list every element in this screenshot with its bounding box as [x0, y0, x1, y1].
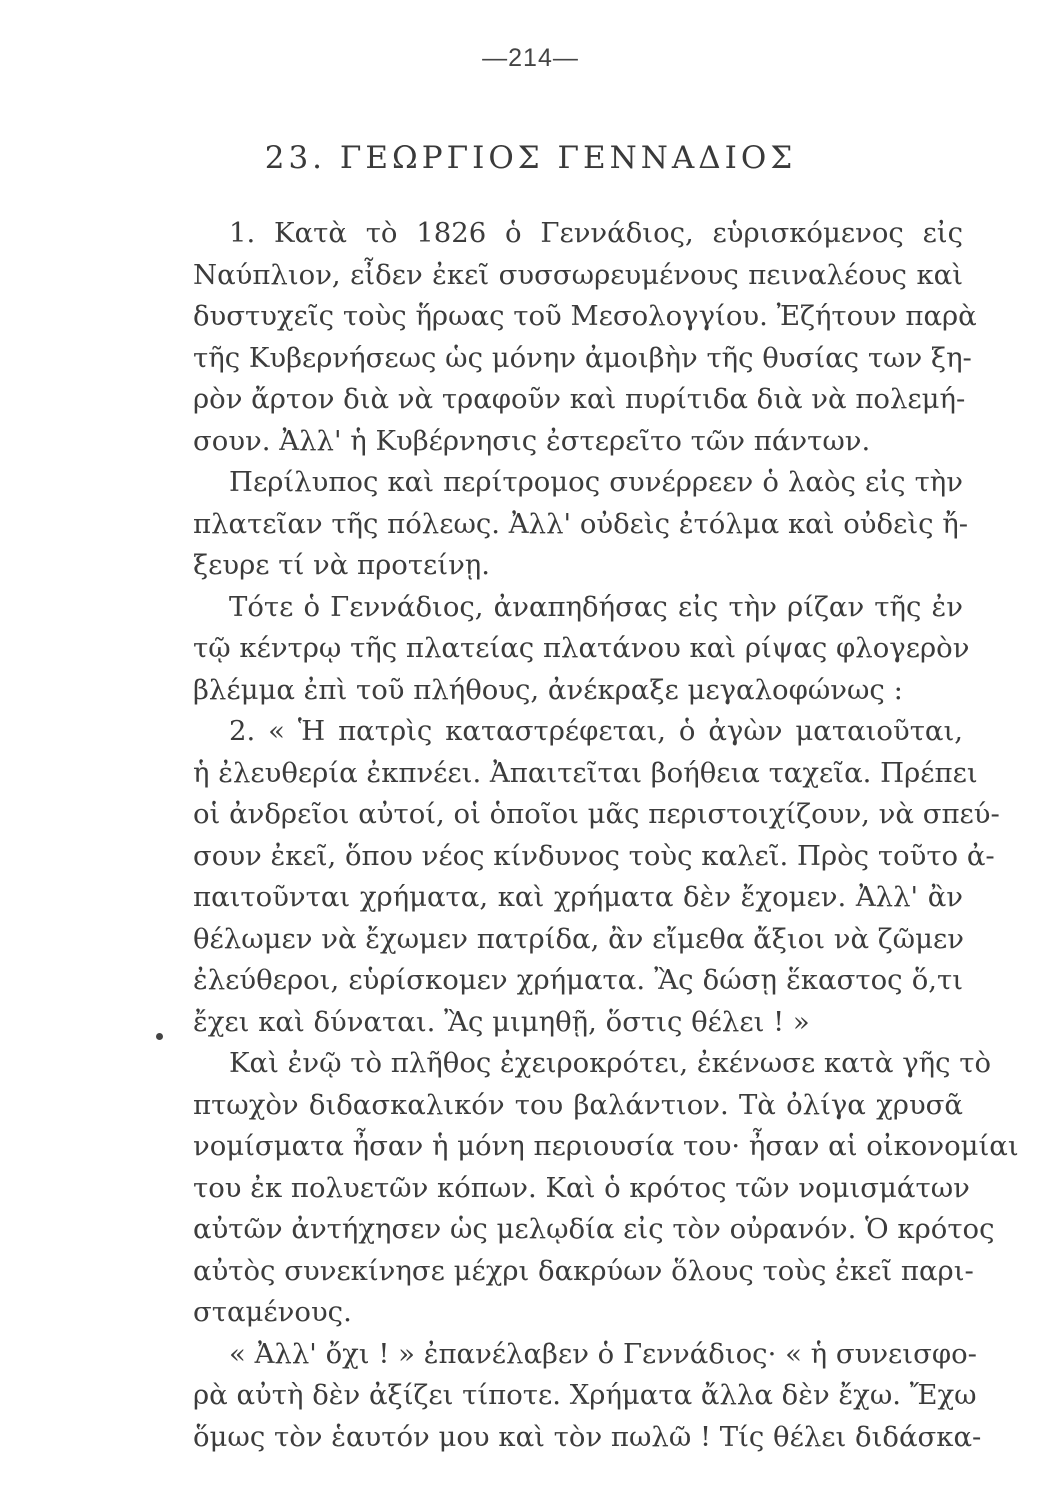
text-line: ἡ ἐλευθερία ἐκπνέει. Ἀπαιτεῖται βοήθεια ταχεῖα. Πρέπει — [193, 756, 978, 789]
text-line: « Ἀλλ' ὄχι ! » ἐπανέλαβεν ὁ Γεννάδιος· « ἡ συνεισφο- — [229, 1337, 977, 1370]
page-number: —214— — [482, 44, 579, 72]
text-line: πτωχὸν διδασκαλικόν του βαλάντιον. Τὰ ὀλίγα χρυσᾶ — [193, 1088, 963, 1121]
text-line: 1. Κατὰ τὸ 1826 ὁ Γεννάδιος, εὑρισκόμενος εἰς — [229, 217, 963, 249]
margin-dot-mark — [156, 1033, 163, 1040]
text-line: τῷ κέντρῳ τῆς πλατείας πλατάνου καὶ ρίψας φλογερὸν — [193, 632, 970, 664]
text-line: οἱ ἀνδρεῖοι αὐτοί, οἱ ὁποῖοι μᾶς περιστοιχίζουν, νὰ σπεύ- — [193, 798, 1000, 830]
text-line: δυστυχεῖς τοὺς ἥρωας τοῦ Μεσολογγίου. Ἐζήτουν παρὰ — [193, 300, 977, 332]
text-line: σουν. Ἀλλ' ἡ Κυβέρνησις ἐστερεῖτο τῶν πάντων. — [193, 424, 871, 457]
text-line: Τότε ὁ Γεννάδιος, ἀναπηδήσας εἰς τὴν ρίζαν τῆς ἐν — [229, 590, 963, 623]
text-line: αὐτῶν ἀντήχησεν ὡς μελῳδία εἰς τὸν οὐρανόν. Ὁ κρότος — [193, 1213, 995, 1245]
text-line: ξευρε τί νὰ προτείνῃ. — [193, 549, 491, 581]
text-line: σουν ἐκεῖ, ὅπου νέος κίνδυνος τοὺς καλεῖ. Πρὸς τοῦτο ἀ- — [193, 839, 995, 872]
text-line: ἔχει καὶ δύναται. Ἂς μιμηθῇ, ὅστις θέλει ! » — [193, 1005, 810, 1038]
text-line: βλέμμα ἐπὶ τοῦ πλήθους, ἀνέκραξε μεγαλοφώνως : — [193, 673, 903, 706]
text-line: Περίλυπος καὶ περίτρομος συνέρρεεν ὁ λαὸς εἰς τὴν — [229, 466, 963, 498]
text-line: 2. « Ἡ πατρὶς καταστρέφεται, ὁ ἀγὼν ματαιοῦται, — [229, 715, 963, 747]
text-line: ἐλεύθεροι, εὑρίσκομεν χρήματα. Ἂς δώσῃ ἕκαστος ὅ,τι — [193, 964, 963, 996]
chapter-title: 23. ΓΕΩΡΓΙΟΣ ΓΕΝΝΑΔΙΟΣ — [264, 140, 797, 176]
text-line: σταμένους. — [193, 1296, 352, 1328]
text-line: Ναύπλιον, εἶδεν ἐκεῖ συσσωρευμένους πειναλέους καὶ — [193, 258, 963, 291]
text-line: τῆς Κυβερνήσεως ὡς μόνην ἀμοιβὴν τῆς θυσίας των ξη- — [193, 341, 972, 374]
text-line: ρὰ αὐτὴ δὲν ἀξίζει τίποτε. Χρήματα ἄλλα δὲν ἔχω. Ἔχω — [193, 1379, 977, 1411]
text-line: παιτοῦνται χρήματα, καὶ χρήματα δὲν ἔχομεν. Ἀλλ' ἂν — [193, 881, 963, 913]
text-line: ὅμως τὸν ἑαυτόν μου καὶ τὸν πωλῶ ! Τίς θέλει διδάσκα- — [193, 1420, 982, 1453]
text-line: θέλωμεν νὰ ἔχωμεν πατρίδα, ἂν εἴμεθα ἄξιοι νὰ ζῶμεν — [193, 922, 964, 955]
text-line: πλατεῖαν τῆς πόλεως. Ἀλλ' οὐδεὶς ἐτόλμα καὶ οὐδεὶς ἤ- — [193, 507, 969, 540]
text-line: αὐτὸς συνεκίνησε μέχρι δακρύων ὅλους τοὺς ἐκεῖ παρι- — [193, 1254, 974, 1287]
text-line: ρὸν ἄρτον διὰ νὰ τραφοῦν καὶ πυρίτιδα διὰ νὰ πολεμή- — [193, 383, 966, 415]
text-line: Καὶ ἐνῷ τὸ πλῆθος ἐχειροκρότει, ἐκένωσε κατὰ γῆς τὸ — [229, 1047, 992, 1079]
text-line: του ἐκ πολυετῶν κόπων. Καὶ ὁ κρότος τῶν νομισμάτων — [193, 1171, 970, 1204]
body-text — [193, 213, 1019, 1458]
text-line: νομίσματα ἦσαν ἡ μόνη περιουσία του· ἦσαν αἱ οἰκονομίαι — [193, 1130, 1019, 1162]
